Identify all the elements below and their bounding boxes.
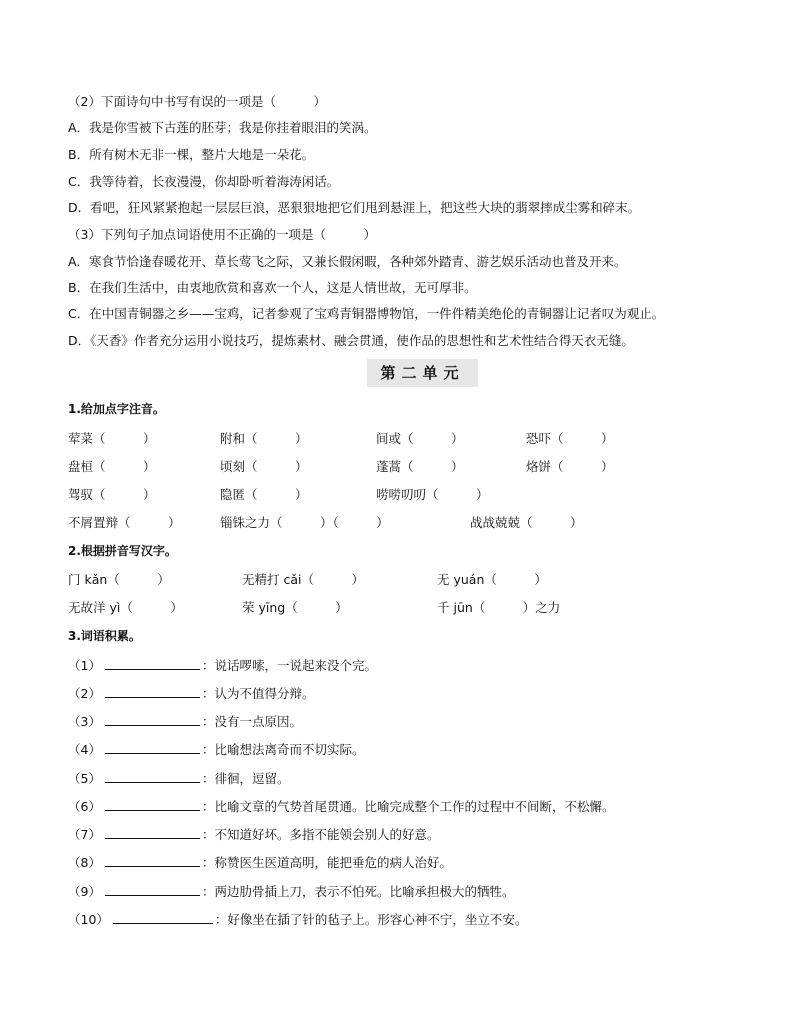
vocab-definition: ：比喻文章的气势首尾贯通。比喻完成整个工作的过程中不间断，不松懈。 [201, 799, 615, 814]
vocab-definition: ：认为不值得分辩。 [201, 686, 315, 701]
vocab-number: （7） [68, 827, 101, 842]
pinyin-item: 烙饼（ ） [526, 459, 614, 474]
answer-blank[interactable] [105, 798, 200, 811]
q3-heading: 3.词语积累。 [68, 629, 141, 643]
unit-title: 第二单元 [367, 359, 478, 387]
vocab-item [68, 741, 364, 758]
hanzi-item: 千 jūn（ ）之力 [437, 600, 561, 615]
answer-blank[interactable] [105, 657, 200, 670]
vocab-number: （2） [68, 686, 101, 701]
vocab-definition: ：没有一点原因。 [201, 714, 302, 729]
pinyin-item: 荤菜（ ） [68, 431, 156, 446]
pinyin-item: 锱铢之力（ ）（ ） [220, 515, 389, 530]
vocab-definition: ：两边肋骨插上刀，表示不怕死。比喻承担极大的牺牲。 [201, 884, 515, 899]
vocab-item [68, 911, 527, 928]
q2-heading: 2.根据拼音写汉字。 [68, 544, 177, 558]
vocab-number: （9） [68, 884, 101, 899]
pinyin-item: 驾驭（ ） [68, 487, 156, 502]
question-3-stem: （3）下列句子加点词语使用不正确的一项是（ ） [68, 227, 376, 242]
q2-option-c: C．我等待着，长夜漫漫，你却卧听着海涛闲话。 [68, 174, 340, 189]
q3-option-b: B．在我们生活中，由衷地欣赏和喜欢一个人，这是人情世故，无可厚非。 [68, 280, 477, 295]
vocab-definition: ：说话啰嗦，一说起来没个完。 [201, 658, 377, 673]
vocab-definition: ：好像坐在插了针的毡子上。形容心神不宁，坐立不安。 [214, 912, 528, 927]
vocab-item [68, 854, 452, 871]
question-2-stem: （2）下面诗句中书写有误的一项是（ ） [68, 94, 326, 109]
vocab-number: （8） [68, 855, 101, 870]
pinyin-item: 顷刻（ ） [220, 459, 308, 474]
answer-blank[interactable] [105, 826, 200, 839]
vocab-number: （4） [68, 742, 101, 757]
hanzi-item: 无故洋 yì（ ） [68, 600, 183, 615]
answer-blank[interactable] [105, 713, 200, 726]
vocab-definition: ：称赞医生医道高明，能把垂危的病人治好。 [201, 855, 452, 870]
q1-heading: 1.给加点字注音。 [68, 402, 165, 416]
vocab-item [68, 826, 439, 843]
vocab-definition: ：比喻想法离奇而不切实际。 [201, 742, 365, 757]
q2-option-a: A．我是你雪被下古莲的胚芽；我是你挂着眼泪的笑涡。 [68, 120, 377, 135]
hanzi-item: 门 kǎn（ ） [68, 572, 170, 587]
vocab-item [68, 883, 514, 900]
pinyin-item: 战战兢兢（ ） [470, 515, 583, 530]
vocab-item [68, 657, 377, 674]
q3-option-d: D．《天香》作者充分运用小说技巧，提炼素材、融会贯通，使作品的思想性和艺术性结合得天衣无缝。 [68, 333, 634, 348]
vocab-item [68, 798, 614, 815]
vocab-item [68, 685, 314, 702]
vocab-number: （1） [68, 658, 101, 673]
vocab-item [68, 770, 289, 787]
pinyin-item: 唠唠叨叨（ ） [376, 487, 489, 502]
answer-blank[interactable] [105, 741, 200, 754]
q2-option-b: B．所有树木无非一棵，整片大地是一朵花。 [68, 147, 315, 162]
vocab-number: （5） [68, 771, 101, 786]
q3-option-a: A．寒食节恰逢春暖花开、草长莺飞之际，又兼长假闲暇，各种郊外踏青、游艺娱乐活动也普及开来。 [68, 254, 627, 269]
pinyin-item: 间或（ ） [376, 431, 464, 446]
q2-option-d: D．看吧，狂风紧紧抱起一层层巨浪，恶狠狠地把它们甩到悬涯上，把这些大块的翡翠摔成尘雾和碎末。 [68, 200, 641, 215]
pinyin-item: 蓬蒿（ ） [376, 459, 464, 474]
vocab-item [68, 713, 302, 730]
answer-blank[interactable] [105, 685, 200, 698]
answer-blank[interactable] [105, 883, 200, 896]
answer-blank[interactable] [105, 770, 200, 783]
vocab-number: （3） [68, 714, 101, 729]
pinyin-item: 不屑置辩（ ） [68, 515, 181, 530]
answer-blank[interactable] [105, 854, 200, 867]
answer-blank[interactable] [113, 911, 213, 924]
pinyin-item: 盘桓（ ） [68, 459, 156, 474]
pinyin-item: 隐匿（ ） [220, 487, 308, 502]
vocab-number: （6） [68, 799, 101, 814]
pinyin-item: 附和（ ） [220, 431, 308, 446]
hanzi-item: 无精打 cǎi（ ） [242, 572, 364, 587]
hanzi-item: 无 yuán（ ） [437, 572, 547, 587]
q3-option-c: C．在中国青铜器之乡——宝鸡，记者参观了宝鸡青铜器博物馆，一件件精美绝伦的青铜器让记者叹为观止。 [68, 306, 665, 321]
pinyin-item: 恐吓（ ） [526, 431, 614, 446]
hanzi-item: 荣 yīng（ ） [242, 600, 348, 615]
vocab-definition: ：不知道好坏。多指不能领会别人的好意。 [201, 827, 440, 842]
vocab-definition: ：徘徊，逗留。 [201, 771, 290, 786]
vocab-number: （10） [68, 912, 109, 927]
